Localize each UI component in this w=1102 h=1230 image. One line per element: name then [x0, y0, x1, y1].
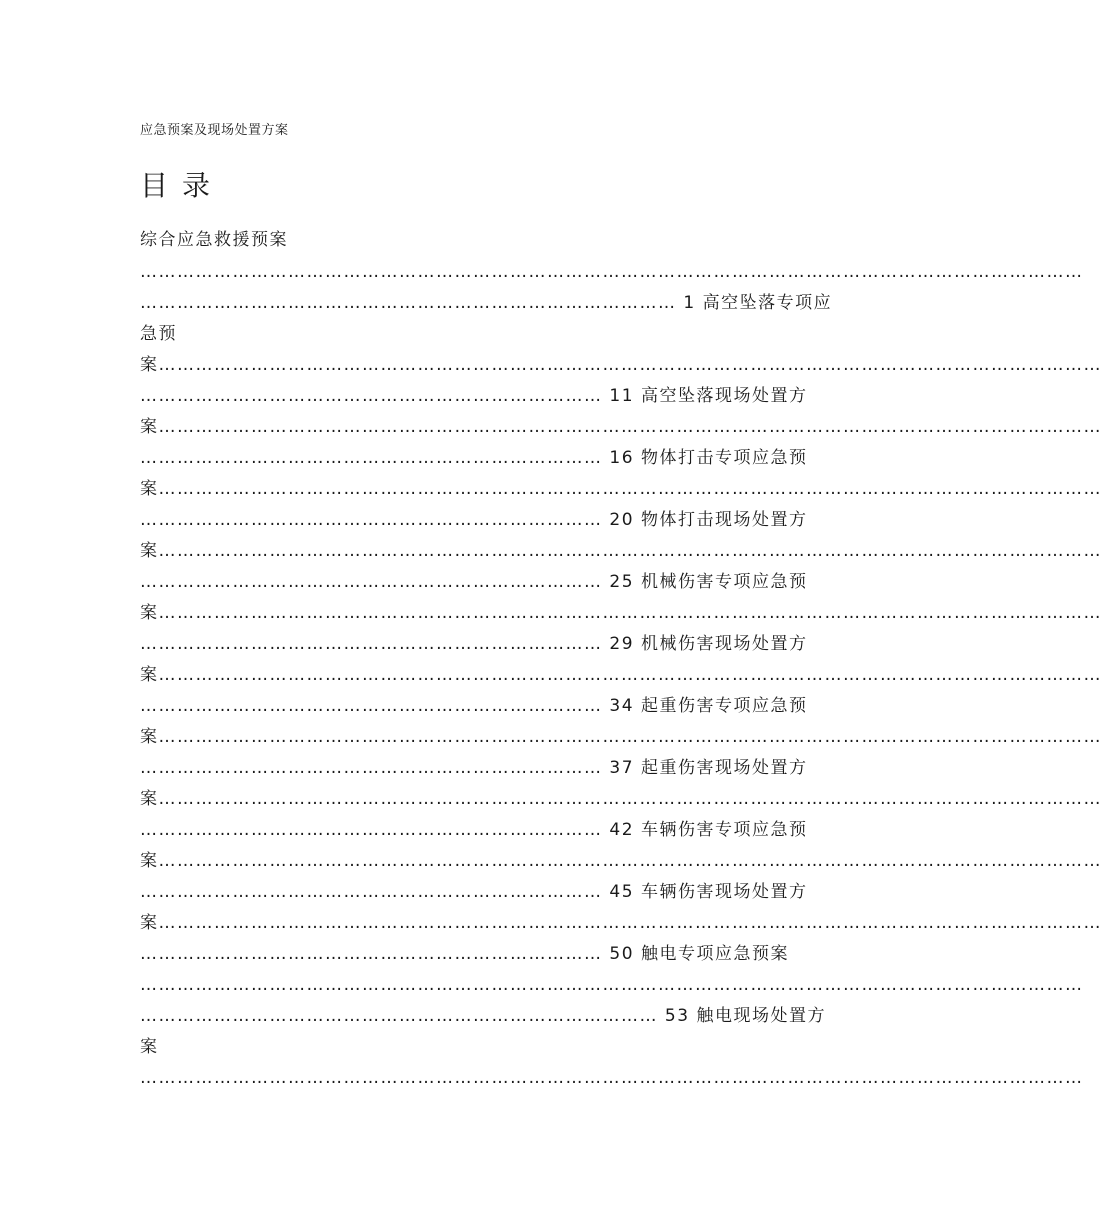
toc-line: 案……………………………………………………………………………………………………………………………………… — [140, 479, 1102, 499]
toc-line: 案……………………………………………………………………………………………………………………………………… — [140, 665, 1102, 685]
toc-line: ………………………………………………………………………… 53 触电现场处置方 — [140, 1006, 826, 1026]
toc-line: ………………………………………………………………… 20 物体打击现场处置方 — [140, 510, 808, 530]
toc-line: ………………………………………………………………… 42 车辆伤害专项应急预 — [140, 820, 808, 840]
toc-line: …………………………………………………………………………… 1 高空坠落专项应 — [140, 293, 833, 313]
toc-line: 综合应急救援预案 — [140, 230, 288, 250]
toc-line: ………………………………………………………………… 45 车辆伤害现场处置方 — [140, 882, 808, 902]
toc-line: 案……………………………………………………………………………………………………………………………………… — [140, 603, 1102, 623]
toc-line: ………………………………………………………………… 34 起重伤害专项应急预 — [140, 696, 808, 716]
toc-line: 案……………………………………………………………………………………………………………………………………… — [140, 913, 1102, 933]
toc-line: ………………………………………………………………… 37 起重伤害现场处置方 — [140, 758, 808, 778]
toc-line: ………………………………………………………………… 16 物体打击专项应急预 — [140, 448, 808, 468]
toc-line: 案……………………………………………………………………………………………………………………………………… — [140, 355, 1102, 375]
toc-line: 急预 — [140, 324, 177, 344]
toc-line: 案……………………………………………………………………………………………………………………………………… — [140, 789, 1102, 809]
toc-line: ………………………………………………………………… 11 高空坠落现场处置方 — [140, 386, 808, 406]
toc-line: 案……………………………………………………………………………………………………………………………………… — [140, 541, 1102, 561]
toc-title: 目录 — [140, 169, 225, 202]
document-page — [140, 0, 1102, 1230]
toc-line: 案……………………………………………………………………………………………………………………………………… — [140, 417, 1102, 437]
toc-line: ………………………………………………………………… 29 机械伤害现场处置方 — [140, 634, 808, 654]
toc-line: ………………………………………………………………… 50 触电专项应急预案 — [140, 944, 789, 964]
toc-line: 案……………………………………………………………………………………………………………………………………… — [140, 851, 1102, 871]
toc-line: 案 — [140, 1037, 159, 1057]
toc-line: ………………………………………………………………… 25 机械伤害专项应急预 — [140, 572, 808, 592]
toc-line: ……………………………………………………………………………………………………………………………………… — [140, 262, 1084, 282]
toc-line: ……………………………………………………………………………………………………………………………………… — [140, 1068, 1084, 1088]
toc-line: ……………………………………………………………………………………………………………………………………… — [140, 975, 1084, 995]
running-header: 应急预案及现场处置方案 — [140, 123, 289, 138]
toc-line: 案……………………………………………………………………………………………………………………………………… — [140, 727, 1102, 747]
